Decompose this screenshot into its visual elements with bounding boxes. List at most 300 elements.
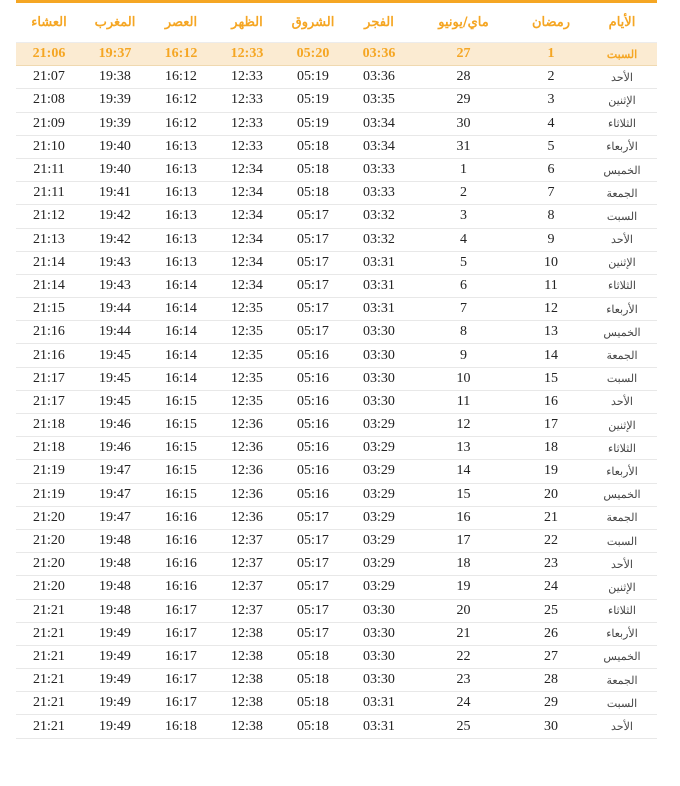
- fajr-time-cell: 03:31: [346, 298, 412, 321]
- asr-time-cell: 16:12: [148, 43, 214, 66]
- table-row: [16, 599, 657, 622]
- table-row: [16, 553, 657, 576]
- day-cell: الإثنين: [587, 576, 657, 599]
- dhuhr-time-cell: 12:34: [214, 228, 280, 251]
- fajr-time-cell: 03:33: [346, 158, 412, 181]
- maghrib-time-cell: 19:44: [82, 298, 148, 321]
- dhuhr-time-cell: 12:36: [214, 414, 280, 437]
- shuruq-time-cell: 05:20: [280, 43, 346, 66]
- shuruq-time-cell: 05:17: [280, 622, 346, 645]
- maghrib-time-cell: 19:45: [82, 390, 148, 413]
- maghrib-time-cell: 19:47: [82, 460, 148, 483]
- header-fajr: الفجر: [346, 3, 412, 43]
- isha-time-cell: 21:16: [16, 344, 82, 367]
- day-cell: الأربعاء: [587, 622, 657, 645]
- gregorian-date-cell: 30: [412, 112, 515, 135]
- ramadan-day-cell: 3: [515, 89, 587, 112]
- day-cell: السبت: [587, 205, 657, 228]
- shuruq-time-cell: 05:16: [280, 414, 346, 437]
- ramadan-day-cell: 11: [515, 274, 587, 297]
- isha-time-cell: 21:07: [16, 66, 82, 89]
- asr-time-cell: 16:15: [148, 390, 214, 413]
- dhuhr-time-cell: 12:37: [214, 553, 280, 576]
- fajr-time-cell: 03:34: [346, 112, 412, 135]
- shuruq-time-cell: 05:17: [280, 576, 346, 599]
- shuruq-time-cell: 05:19: [280, 112, 346, 135]
- dhuhr-time-cell: 12:35: [214, 298, 280, 321]
- dhuhr-time-cell: 12:37: [214, 529, 280, 552]
- maghrib-time-cell: 19:49: [82, 622, 148, 645]
- fajr-time-cell: 03:30: [346, 599, 412, 622]
- dhuhr-time-cell: 12:36: [214, 483, 280, 506]
- asr-time-cell: 16:17: [148, 669, 214, 692]
- isha-time-cell: 21:17: [16, 390, 82, 413]
- maghrib-time-cell: 19:47: [82, 506, 148, 529]
- asr-time-cell: 16:15: [148, 483, 214, 506]
- fajr-time-cell: 03:30: [346, 344, 412, 367]
- gregorian-date-cell: 20: [412, 599, 515, 622]
- day-cell: السبت: [587, 529, 657, 552]
- dhuhr-time-cell: 12:36: [214, 506, 280, 529]
- asr-time-cell: 16:17: [148, 645, 214, 668]
- asr-time-cell: 16:14: [148, 298, 214, 321]
- day-cell: الثلاثاء: [587, 599, 657, 622]
- isha-time-cell: 21:21: [16, 692, 82, 715]
- table-row: [16, 298, 657, 321]
- day-cell: الثلاثاء: [587, 274, 657, 297]
- isha-time-cell: 21:20: [16, 529, 82, 552]
- asr-time-cell: 16:14: [148, 321, 214, 344]
- table-row: [16, 437, 657, 460]
- maghrib-time-cell: 19:42: [82, 205, 148, 228]
- ramadan-day-cell: 24: [515, 576, 587, 599]
- asr-time-cell: 16:17: [148, 599, 214, 622]
- asr-time-cell: 16:14: [148, 274, 214, 297]
- maghrib-time-cell: 19:49: [82, 692, 148, 715]
- dhuhr-time-cell: 12:34: [214, 205, 280, 228]
- gregorian-date-cell: 18: [412, 553, 515, 576]
- fajr-time-cell: 03:35: [346, 89, 412, 112]
- dhuhr-time-cell: 12:34: [214, 182, 280, 205]
- asr-time-cell: 16:13: [148, 205, 214, 228]
- isha-time-cell: 21:17: [16, 367, 82, 390]
- gregorian-date-cell: 25: [412, 715, 515, 738]
- gregorian-date-cell: 7: [412, 298, 515, 321]
- maghrib-time-cell: 19:39: [82, 89, 148, 112]
- shuruq-time-cell: 05:18: [280, 135, 346, 158]
- isha-time-cell: 21:15: [16, 298, 82, 321]
- ramadan-day-cell: 12: [515, 298, 587, 321]
- day-cell: الخميس: [587, 645, 657, 668]
- header-asr: العصر: [148, 3, 214, 43]
- gregorian-date-cell: 29: [412, 89, 515, 112]
- maghrib-time-cell: 19:43: [82, 251, 148, 274]
- gregorian-date-cell: 19: [412, 576, 515, 599]
- maghrib-time-cell: 19:37: [82, 43, 148, 66]
- dhuhr-time-cell: 12:38: [214, 715, 280, 738]
- asr-time-cell: 16:18: [148, 715, 214, 738]
- fajr-time-cell: 03:30: [346, 669, 412, 692]
- gregorian-date-cell: 15: [412, 483, 515, 506]
- maghrib-time-cell: 19:42: [82, 228, 148, 251]
- gregorian-date-cell: 5: [412, 251, 515, 274]
- isha-time-cell: 21:13: [16, 228, 82, 251]
- day-cell: الإثنين: [587, 89, 657, 112]
- ramadan-prayer-times-table: [16, 3, 657, 739]
- isha-time-cell: 21:20: [16, 553, 82, 576]
- table-row: [16, 182, 657, 205]
- maghrib-time-cell: 19:39: [82, 112, 148, 135]
- gregorian-date-cell: 10: [412, 367, 515, 390]
- day-cell: الأحد: [587, 553, 657, 576]
- maghrib-time-cell: 19:49: [82, 645, 148, 668]
- day-cell: الثلاثاء: [587, 112, 657, 135]
- ramadan-day-cell: 15: [515, 367, 587, 390]
- maghrib-time-cell: 19:48: [82, 599, 148, 622]
- isha-time-cell: 21:19: [16, 483, 82, 506]
- day-cell: الأحد: [587, 390, 657, 413]
- maghrib-time-cell: 19:46: [82, 437, 148, 460]
- maghrib-time-cell: 19:40: [82, 158, 148, 181]
- shuruq-time-cell: 05:16: [280, 367, 346, 390]
- maghrib-time-cell: 19:38: [82, 66, 148, 89]
- fajr-time-cell: 03:29: [346, 414, 412, 437]
- fajr-time-cell: 03:33: [346, 182, 412, 205]
- isha-time-cell: 21:21: [16, 599, 82, 622]
- day-cell: الأحد: [587, 715, 657, 738]
- day-cell: الخميس: [587, 158, 657, 181]
- table-row: [16, 460, 657, 483]
- maghrib-time-cell: 19:45: [82, 344, 148, 367]
- table-body: [16, 43, 657, 739]
- isha-time-cell: 21:14: [16, 251, 82, 274]
- shuruq-time-cell: 05:18: [280, 715, 346, 738]
- day-cell: السبت: [587, 692, 657, 715]
- day-cell: الأحد: [587, 66, 657, 89]
- asr-time-cell: 16:15: [148, 414, 214, 437]
- day-cell: الجمعة: [587, 182, 657, 205]
- maghrib-time-cell: 19:45: [82, 367, 148, 390]
- table-row: [16, 135, 657, 158]
- shuruq-time-cell: 05:17: [280, 529, 346, 552]
- ramadan-day-cell: 7: [515, 182, 587, 205]
- asr-time-cell: 16:15: [148, 437, 214, 460]
- header-ramadan: رمضان: [515, 3, 587, 43]
- dhuhr-time-cell: 12:33: [214, 135, 280, 158]
- dhuhr-time-cell: 12:37: [214, 576, 280, 599]
- ramadan-day-cell: 22: [515, 529, 587, 552]
- gregorian-date-cell: 31: [412, 135, 515, 158]
- ramadan-day-cell: 4: [515, 112, 587, 135]
- fajr-time-cell: 03:30: [346, 367, 412, 390]
- maghrib-time-cell: 19:48: [82, 529, 148, 552]
- ramadan-day-cell: 2: [515, 66, 587, 89]
- table-row: [16, 483, 657, 506]
- ramadan-day-cell: 30: [515, 715, 587, 738]
- asr-time-cell: 16:13: [148, 135, 214, 158]
- day-cell: الخميس: [587, 483, 657, 506]
- table-row: [16, 622, 657, 645]
- isha-time-cell: 21:18: [16, 437, 82, 460]
- fajr-time-cell: 03:30: [346, 622, 412, 645]
- fajr-time-cell: 03:30: [346, 321, 412, 344]
- gregorian-date-cell: 14: [412, 460, 515, 483]
- dhuhr-time-cell: 12:35: [214, 390, 280, 413]
- table-row: [16, 251, 657, 274]
- day-cell: الأحد: [587, 228, 657, 251]
- table-row: [16, 205, 657, 228]
- isha-time-cell: 21:09: [16, 112, 82, 135]
- ramadan-day-cell: 16: [515, 390, 587, 413]
- dhuhr-time-cell: 12:35: [214, 344, 280, 367]
- dhuhr-time-cell: 12:37: [214, 599, 280, 622]
- ramadan-day-cell: 20: [515, 483, 587, 506]
- ramadan-day-cell: 14: [515, 344, 587, 367]
- table-row: [16, 645, 657, 668]
- shuruq-time-cell: 05:18: [280, 645, 346, 668]
- day-cell: الأربعاء: [587, 460, 657, 483]
- isha-time-cell: 21:20: [16, 506, 82, 529]
- fajr-time-cell: 03:31: [346, 692, 412, 715]
- shuruq-time-cell: 05:17: [280, 251, 346, 274]
- ramadan-day-cell: 27: [515, 645, 587, 668]
- shuruq-time-cell: 05:16: [280, 437, 346, 460]
- fajr-time-cell: 03:29: [346, 553, 412, 576]
- ramadan-day-cell: 26: [515, 622, 587, 645]
- fajr-time-cell: 03:31: [346, 274, 412, 297]
- dhuhr-time-cell: 12:38: [214, 692, 280, 715]
- ramadan-day-cell: 23: [515, 553, 587, 576]
- fajr-time-cell: 03:29: [346, 483, 412, 506]
- dhuhr-time-cell: 12:33: [214, 43, 280, 66]
- asr-time-cell: 16:16: [148, 553, 214, 576]
- table-row: [16, 367, 657, 390]
- shuruq-time-cell: 05:17: [280, 298, 346, 321]
- isha-time-cell: 21:21: [16, 669, 82, 692]
- table-row-today: [16, 43, 657, 66]
- maghrib-time-cell: 19:48: [82, 553, 148, 576]
- day-cell: الثلاثاء: [587, 437, 657, 460]
- gregorian-date-cell: 2: [412, 182, 515, 205]
- header-shuruq: الشروق: [280, 3, 346, 43]
- maghrib-time-cell: 19:49: [82, 715, 148, 738]
- isha-time-cell: 21:20: [16, 576, 82, 599]
- ramadan-day-cell: 25: [515, 599, 587, 622]
- asr-time-cell: 16:12: [148, 66, 214, 89]
- fajr-time-cell: 03:36: [346, 66, 412, 89]
- asr-time-cell: 16:16: [148, 576, 214, 599]
- dhuhr-time-cell: 12:38: [214, 622, 280, 645]
- day-cell: السبت: [587, 367, 657, 390]
- gregorian-date-cell: 22: [412, 645, 515, 668]
- shuruq-time-cell: 05:16: [280, 344, 346, 367]
- shuruq-time-cell: 05:18: [280, 692, 346, 715]
- fajr-time-cell: 03:30: [346, 390, 412, 413]
- day-cell: الخميس: [587, 321, 657, 344]
- ramadan-day-cell: 21: [515, 506, 587, 529]
- maghrib-time-cell: 19:49: [82, 669, 148, 692]
- dhuhr-time-cell: 12:33: [214, 89, 280, 112]
- maghrib-time-cell: 19:44: [82, 321, 148, 344]
- dhuhr-time-cell: 12:34: [214, 251, 280, 274]
- table-row: [16, 66, 657, 89]
- ramadan-day-cell: 18: [515, 437, 587, 460]
- maghrib-time-cell: 19:40: [82, 135, 148, 158]
- dhuhr-time-cell: 12:36: [214, 460, 280, 483]
- gregorian-date-cell: 24: [412, 692, 515, 715]
- gregorian-date-cell: 3: [412, 205, 515, 228]
- gregorian-date-cell: 4: [412, 228, 515, 251]
- maghrib-time-cell: 19:43: [82, 274, 148, 297]
- day-cell: الإثنين: [587, 251, 657, 274]
- dhuhr-time-cell: 12:38: [214, 669, 280, 692]
- asr-time-cell: 16:13: [148, 182, 214, 205]
- day-cell: الجمعة: [587, 344, 657, 367]
- gregorian-date-cell: 1: [412, 158, 515, 181]
- asr-time-cell: 16:15: [148, 460, 214, 483]
- fajr-time-cell: 03:34: [346, 135, 412, 158]
- asr-time-cell: 16:12: [148, 112, 214, 135]
- ramadan-day-cell: 17: [515, 414, 587, 437]
- table-row: [16, 506, 657, 529]
- header-isha: العشاء: [16, 3, 82, 43]
- gregorian-date-cell: 27: [412, 43, 515, 66]
- asr-time-cell: 16:14: [148, 344, 214, 367]
- isha-time-cell: 21:16: [16, 321, 82, 344]
- shuruq-time-cell: 05:17: [280, 228, 346, 251]
- day-cell: الجمعة: [587, 669, 657, 692]
- gregorian-date-cell: 8: [412, 321, 515, 344]
- ramadan-day-cell: 10: [515, 251, 587, 274]
- day-cell: الجمعة: [587, 506, 657, 529]
- fajr-time-cell: 03:31: [346, 715, 412, 738]
- table-row: [16, 669, 657, 692]
- maghrib-time-cell: 19:48: [82, 576, 148, 599]
- shuruq-time-cell: 05:17: [280, 321, 346, 344]
- fajr-time-cell: 03:36: [346, 43, 412, 66]
- prayer-times-container: [16, 0, 657, 739]
- asr-time-cell: 16:13: [148, 228, 214, 251]
- table-row: [16, 692, 657, 715]
- gregorian-date-cell: 16: [412, 506, 515, 529]
- fajr-time-cell: 03:29: [346, 460, 412, 483]
- ramadan-day-cell: 5: [515, 135, 587, 158]
- table-row: [16, 321, 657, 344]
- shuruq-time-cell: 05:18: [280, 669, 346, 692]
- asr-time-cell: 16:16: [148, 529, 214, 552]
- maghrib-time-cell: 19:41: [82, 182, 148, 205]
- shuruq-time-cell: 05:17: [280, 553, 346, 576]
- shuruq-time-cell: 05:16: [280, 390, 346, 413]
- ramadan-day-cell: 8: [515, 205, 587, 228]
- gregorian-date-cell: 11: [412, 390, 515, 413]
- isha-time-cell: 21:14: [16, 274, 82, 297]
- asr-time-cell: 16:12: [148, 89, 214, 112]
- ramadan-day-cell: 1: [515, 43, 587, 66]
- maghrib-time-cell: 19:47: [82, 483, 148, 506]
- ramadan-day-cell: 9: [515, 228, 587, 251]
- shuruq-time-cell: 05:17: [280, 274, 346, 297]
- dhuhr-time-cell: 12:35: [214, 321, 280, 344]
- isha-time-cell: 21:21: [16, 645, 82, 668]
- table-row: [16, 390, 657, 413]
- isha-time-cell: 21:21: [16, 715, 82, 738]
- table-row: [16, 529, 657, 552]
- isha-time-cell: 21:11: [16, 182, 82, 205]
- asr-time-cell: 16:14: [148, 367, 214, 390]
- fajr-time-cell: 03:29: [346, 529, 412, 552]
- gregorian-date-cell: 9: [412, 344, 515, 367]
- shuruq-time-cell: 05:17: [280, 506, 346, 529]
- gregorian-date-cell: 28: [412, 66, 515, 89]
- gregorian-date-cell: 21: [412, 622, 515, 645]
- dhuhr-time-cell: 12:34: [214, 158, 280, 181]
- ramadan-day-cell: 19: [515, 460, 587, 483]
- table-header-row: [16, 3, 657, 43]
- isha-time-cell: 21:12: [16, 205, 82, 228]
- day-cell: الإثنين: [587, 414, 657, 437]
- ramadan-day-cell: 29: [515, 692, 587, 715]
- gregorian-date-cell: 12: [412, 414, 515, 437]
- shuruq-time-cell: 05:19: [280, 66, 346, 89]
- maghrib-time-cell: 19:46: [82, 414, 148, 437]
- isha-time-cell: 21:10: [16, 135, 82, 158]
- isha-time-cell: 21:11: [16, 158, 82, 181]
- asr-time-cell: 16:17: [148, 622, 214, 645]
- day-cell: الأربعاء: [587, 135, 657, 158]
- dhuhr-time-cell: 12:38: [214, 645, 280, 668]
- asr-time-cell: 16:17: [148, 692, 214, 715]
- table-row: [16, 274, 657, 297]
- dhuhr-time-cell: 12:33: [214, 66, 280, 89]
- table-row: [16, 158, 657, 181]
- gregorian-date-cell: 13: [412, 437, 515, 460]
- day-cell: الأربعاء: [587, 298, 657, 321]
- fajr-time-cell: 03:31: [346, 251, 412, 274]
- fajr-time-cell: 03:29: [346, 506, 412, 529]
- header-dhuhr: الظهر: [214, 3, 280, 43]
- isha-time-cell: 21:18: [16, 414, 82, 437]
- fajr-time-cell: 03:32: [346, 228, 412, 251]
- fajr-time-cell: 03:29: [346, 437, 412, 460]
- shuruq-time-cell: 05:18: [280, 182, 346, 205]
- table-row: [16, 414, 657, 437]
- shuruq-time-cell: 05:17: [280, 205, 346, 228]
- asr-time-cell: 16:13: [148, 251, 214, 274]
- table-row: [16, 576, 657, 599]
- isha-time-cell: 21:08: [16, 89, 82, 112]
- fajr-time-cell: 03:29: [346, 576, 412, 599]
- ramadan-day-cell: 6: [515, 158, 587, 181]
- shuruq-time-cell: 05:16: [280, 460, 346, 483]
- dhuhr-time-cell: 12:34: [214, 274, 280, 297]
- table-row: [16, 715, 657, 738]
- shuruq-time-cell: 05:18: [280, 158, 346, 181]
- isha-time-cell: 21:21: [16, 622, 82, 645]
- gregorian-date-cell: 23: [412, 669, 515, 692]
- header-day: الأيام: [587, 3, 657, 43]
- header-maghrib: المغرب: [82, 3, 148, 43]
- table-row: [16, 344, 657, 367]
- fajr-time-cell: 03:30: [346, 645, 412, 668]
- table-row: [16, 112, 657, 135]
- asr-time-cell: 16:13: [148, 158, 214, 181]
- isha-time-cell: 21:06: [16, 43, 82, 66]
- header-gregorian-date: ماي/يونيو: [412, 3, 515, 43]
- table-row: [16, 228, 657, 251]
- day-cell: السبت: [587, 43, 657, 66]
- table-row: [16, 89, 657, 112]
